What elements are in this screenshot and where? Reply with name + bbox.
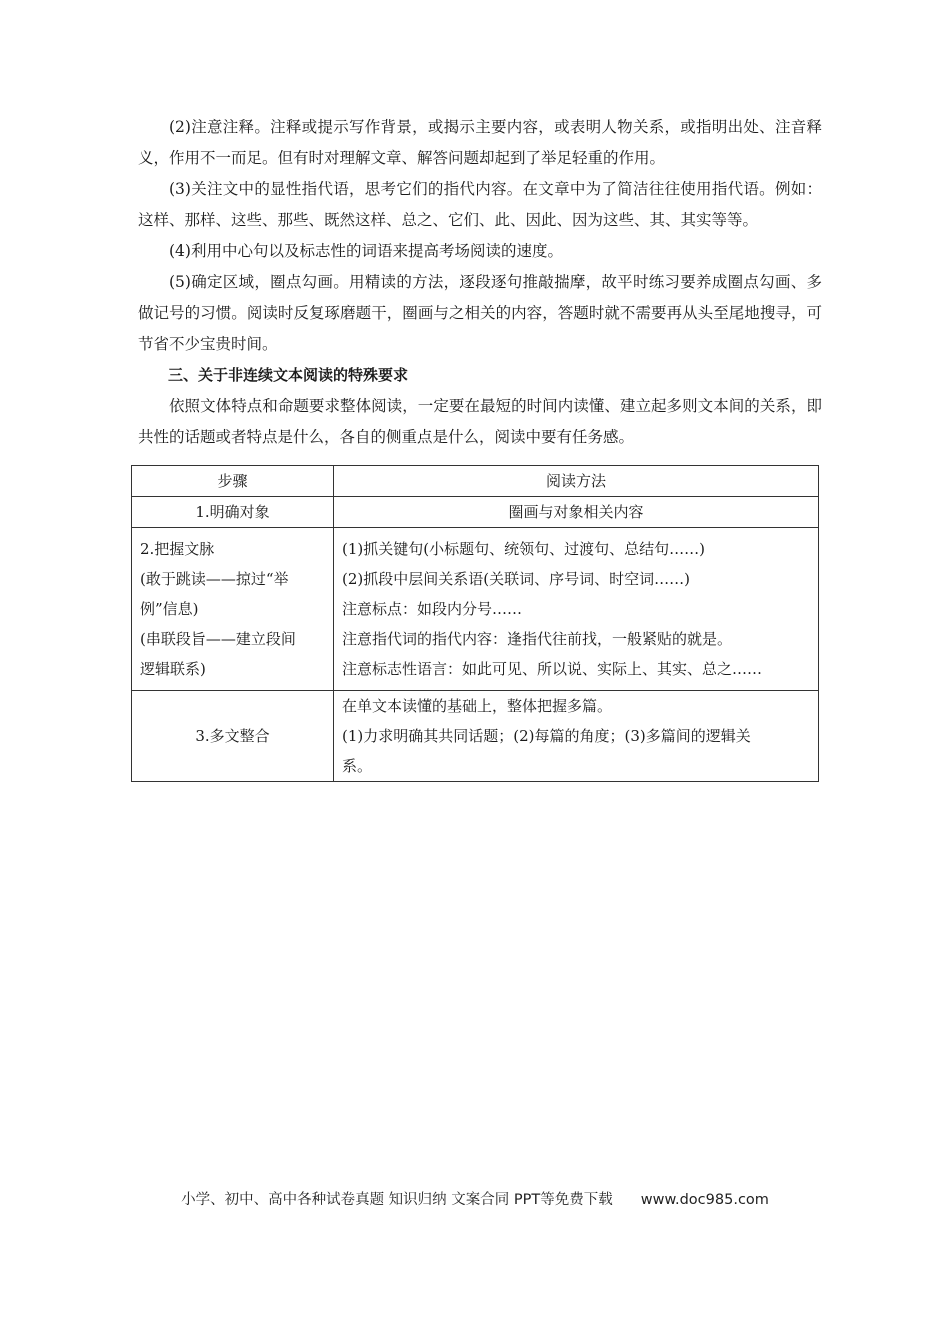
paragraph-marking: (5)确定区域，圈点勾画。用精读的方法，逐段逐句推敲揣摩，故平时练习要养成圈点勾画、多做记号的习惯。阅读时反复琢磨题干，圈画与之相关的内容，答题时就不需要再从头至尾地搜寻，可节省不少宝贵时间。	[138, 273, 822, 353]
method-cell	[334, 528, 819, 691]
step-cell: 1.明确对象	[132, 497, 334, 528]
step-line: 逻辑联系)	[140, 660, 206, 678]
step-cell: 3.多文整合	[132, 691, 334, 782]
paragraph-annotations: (2)注意注释。注释或提示写作背景，或揭示主要内容，或表明人物关系，或指明出处、注音释义，作用不一而足。但有时对理解文章、解答问题却起到了举足轻重的作用。	[138, 118, 822, 167]
footer-text: 小学、初中、高中各种试卷真题 知识归纳 文案合同 PPT等免费下载	[181, 1192, 613, 1208]
header-method: 阅读方法	[334, 466, 819, 497]
method-line: 在单文本读懂的基础上，整体把握多篇。	[342, 697, 613, 715]
method-line: 注意标点：如段内分号……	[342, 600, 523, 618]
method-cell	[334, 691, 819, 782]
page-footer	[0, 1188, 950, 1209]
paragraph-key-sentences: (4)利用中心句以及标志性的词语来提高考场阅读的速度。	[169, 242, 563, 260]
reading-steps-table	[131, 465, 819, 782]
section-heading: 三、关于非连续文本阅读的特殊要求	[168, 366, 409, 384]
table-header-row	[132, 466, 819, 497]
paragraph-pronouns: (3)关注文中的显性指代语，思考它们的指代内容。在文章中为了简洁往往使用指代语。例如：这样、那样、这些、那些、既然这样、总之、它们、此、因此、因为这些、其、其实等等。	[138, 180, 822, 229]
step-line: 2.把握文脉	[140, 540, 215, 558]
step-line: (串联段旨——建立段间	[140, 630, 296, 648]
step-line: 例”信息)	[140, 600, 199, 618]
method-line: (2)抓段中层间关系语(关联词、序号词、时空词……)	[342, 570, 690, 588]
table-row	[132, 497, 819, 528]
step-cell	[132, 528, 334, 691]
method-line: (1)抓关键句(小标题句、统领句、过渡句、总结句……)	[342, 540, 705, 558]
method-line: 系。	[342, 757, 373, 775]
header-step: 步骤	[132, 466, 334, 497]
table-row	[132, 691, 819, 782]
method-line: (1)力求明确其共同话题；(2)每篇的角度；(3)多篇间的逻辑关	[342, 727, 751, 745]
method-line: 注意指代词的指代内容：逢指代往前找，一般紧贴的就是。	[342, 630, 733, 648]
footer-site-link[interactable]: www.doc985.com	[640, 1192, 769, 1208]
document-body	[138, 112, 822, 453]
section-intro: 依照文体特点和命题要求整体阅读，一定要在最短的时间内读懂、建立起多则文本间的关系，即共性的话题或者特点是什么，各自的侧重点是什么，阅读中要有任务感。	[138, 397, 822, 446]
table-row	[132, 528, 819, 691]
method-cell: 圈画与对象相关内容	[334, 497, 819, 528]
step-line: (敢于跳读——掠过“举	[140, 570, 289, 588]
method-line: 注意标志性语言：如此可见、所以说、实际上、其实、总之……	[342, 660, 763, 678]
